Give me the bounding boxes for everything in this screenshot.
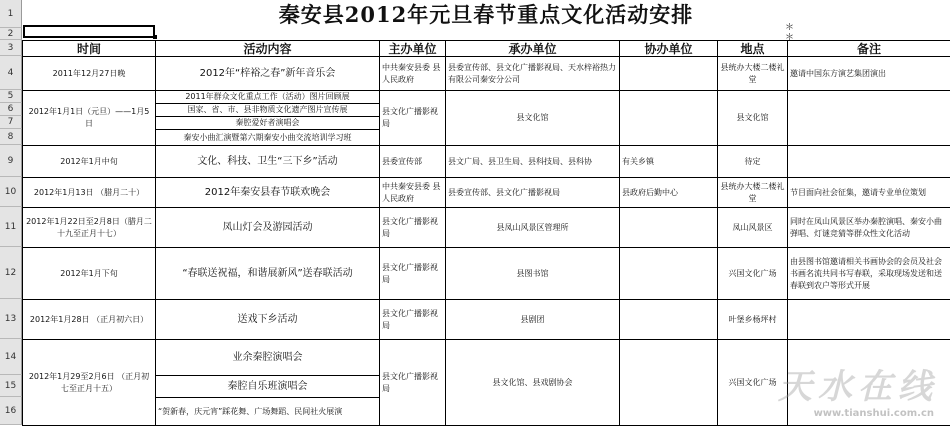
activity-cell[interactable]: 秦安小曲汇演暨第六期秦安小曲交流培训学习班	[156, 130, 380, 146]
note-cell[interactable]	[788, 300, 950, 340]
host-cell[interactable]: 县文化广播影视局	[380, 91, 446, 146]
activity-cell[interactable]: 凤山灯会及游园活动	[156, 208, 380, 248]
activity-cell[interactable]: 文化、科技、卫生“三下乡”活动	[156, 146, 380, 178]
cell-grid	[22, 0, 950, 425]
note-cell[interactable]: 节目面向社会征集，邀请专业单位策划	[788, 178, 950, 208]
activity-cell[interactable]: 2011年群众文化重点工作（活动）图片回顾展	[156, 91, 380, 104]
organizer-cell[interactable]: 县文化馆	[446, 91, 620, 146]
table-row	[23, 248, 950, 300]
row-number-11[interactable]: 11	[0, 207, 22, 247]
co-cell[interactable]: 县政府后勤中心	[620, 178, 718, 208]
header-host[interactable]: 主办单位	[380, 41, 446, 57]
row-number-5[interactable]: 5	[0, 90, 22, 103]
header-time[interactable]: 时间	[23, 41, 156, 57]
note-cell[interactable]	[788, 340, 950, 426]
table-row	[23, 91, 950, 104]
fill-handle[interactable]	[153, 35, 157, 39]
activity-cell[interactable]: “春联送祝福，和谐展新风”送春联活动	[156, 248, 380, 300]
time-cell[interactable]: 2012年1月29至2月6日 （正月初七至正月十五）	[23, 340, 156, 426]
co-cell[interactable]: 有关乡镇	[620, 146, 718, 178]
co-cell[interactable]	[620, 57, 718, 91]
host-cell[interactable]: 县委宣传部	[380, 146, 446, 178]
schedule-table	[22, 40, 950, 426]
host-cell[interactable]: 县文化广播影视局	[380, 340, 446, 426]
time-cell[interactable]: 2012年1月1日（元旦）——1月5日	[23, 91, 156, 146]
row-number-15[interactable]: 15	[0, 375, 22, 397]
time-cell[interactable]: 2012年1月28日 （正月初六日）	[23, 300, 156, 340]
host-cell[interactable]: 县文化广播影视局	[380, 300, 446, 340]
activity-cell[interactable]: 国家、省、市、县非物质文化遗产图片宣传展	[156, 104, 380, 117]
place-cell[interactable]: 待定	[718, 146, 788, 178]
table-row	[23, 146, 950, 178]
co-cell[interactable]	[620, 340, 718, 426]
note-cell[interactable]	[788, 91, 950, 146]
header-activity[interactable]: 活动内容	[156, 41, 380, 57]
place-cell[interactable]: 叶堡乡杨坪村	[718, 300, 788, 340]
place-cell[interactable]: 县统办大楼二楼礼堂	[718, 57, 788, 91]
host-cell[interactable]: 中共秦安县委 县人民政府	[380, 57, 446, 91]
note-cell[interactable]: 邀请中国东方演艺集团演出	[788, 57, 950, 91]
row-number-8[interactable]: 8	[0, 129, 22, 145]
organizer-cell[interactable]: 县委宣传部、县文化广播影视局、天水梓裕热力有限公司秦安分公司	[446, 57, 620, 91]
place-cell[interactable]: 兴国文化广场	[718, 248, 788, 300]
place-cell[interactable]: 县统办大楼二楼礼堂	[718, 178, 788, 208]
table-row	[23, 300, 950, 340]
sheet-title[interactable]: 秦安县2012年元旦春节重点文化活动安排	[22, 0, 950, 28]
co-cell[interactable]	[620, 248, 718, 300]
host-cell[interactable]: 中共秦安县委 县人民政府	[380, 178, 446, 208]
table-row	[23, 57, 950, 91]
activity-cell[interactable]: 2012年秦安县春节联欢晚会	[156, 178, 380, 208]
activity-cell[interactable]: 业余秦腔演唱会	[156, 340, 380, 376]
row-number-7[interactable]: 7	[0, 116, 22, 129]
row-number-12[interactable]: 12	[0, 247, 22, 299]
table-row	[23, 178, 950, 208]
note-cell[interactable]: 同时在凤山风景区举办秦腔演唱、秦安小曲弹唱、灯谜竞猜等群众性文化活动	[788, 208, 950, 248]
row-number-13[interactable]: 13	[0, 299, 22, 339]
organizer-cell[interactable]: 县文化馆、县戏剧协会	[446, 340, 620, 426]
activity-cell[interactable]: 秦腔自乐班演唱会	[156, 376, 380, 398]
time-cell[interactable]: 2012年1月下旬	[23, 248, 156, 300]
activity-cell[interactable]: 秦腔爱好者演唱会	[156, 117, 380, 130]
organizer-cell[interactable]: 县图书馆	[446, 248, 620, 300]
activity-cell[interactable]: “贺新春，庆元宵”踩花舞、广场舞蹈、民间社火展演	[156, 398, 380, 426]
header-co[interactable]: 协办单位	[620, 41, 718, 57]
host-cell[interactable]: 县文化广播影视局	[380, 248, 446, 300]
selected-cell[interactable]	[23, 25, 155, 38]
row-number-4[interactable]: 4	[0, 56, 22, 90]
time-cell[interactable]: 2011年12月27日晚	[23, 57, 156, 91]
row-number-16[interactable]: 16	[0, 397, 22, 425]
organizer-cell[interactable]: 县文广局、县卫生局、县科技局、县科协	[446, 146, 620, 178]
co-cell[interactable]	[620, 91, 718, 146]
organizer-cell[interactable]: 县委宣传部、县文化广播影视局	[446, 178, 620, 208]
header-organizer[interactable]: 承办单位	[446, 41, 620, 57]
row-number-1[interactable]: 1	[0, 0, 22, 28]
row-number-9[interactable]: 9	[0, 145, 22, 177]
organizer-cell[interactable]: 县凤山风景区管理所	[446, 208, 620, 248]
row-number-10[interactable]: 10	[0, 177, 22, 207]
time-cell[interactable]: 2012年1月22日至2月8日（腊月二十九至正月十七）	[23, 208, 156, 248]
co-cell[interactable]	[620, 300, 718, 340]
place-cell[interactable]: 县文化馆	[718, 91, 788, 146]
row-number-14[interactable]: 14	[0, 339, 22, 375]
table-row	[23, 340, 950, 376]
place-cell[interactable]: 凤山风景区	[718, 208, 788, 248]
asterisk-marks: ＊ ＊	[785, 23, 794, 43]
organizer-cell[interactable]: 县剧团	[446, 300, 620, 340]
row-number-2[interactable]: 2	[0, 28, 22, 40]
place-cell[interactable]: 兴国文化广场	[718, 340, 788, 426]
table-row	[23, 208, 950, 248]
co-cell[interactable]	[620, 208, 718, 248]
host-cell[interactable]: 县文化广播影视局	[380, 208, 446, 248]
watermark-logo: 天水在线 www.tianshui.com.cn	[778, 359, 938, 419]
header-place[interactable]: 地点	[718, 41, 788, 57]
time-cell[interactable]: 2012年1月中旬	[23, 146, 156, 178]
time-cell[interactable]: 2012年1月13日 （腊月二十）	[23, 178, 156, 208]
row-number-6[interactable]: 6	[0, 103, 22, 116]
row-number-3[interactable]: 3	[0, 40, 22, 56]
note-cell[interactable]	[788, 146, 950, 178]
activity-cell[interactable]: 送戏下乡活动	[156, 300, 380, 340]
header-note[interactable]: 备注	[788, 41, 950, 57]
note-cell[interactable]: 由县图书馆邀请相关书画协会的会员及社会书画名流共同书写春联，采取现场发送和送春联到农户等形式开展	[788, 248, 950, 300]
activity-cell[interactable]: 2012年“梓裕之春”新年音乐会	[156, 57, 380, 91]
header-row	[23, 41, 950, 57]
